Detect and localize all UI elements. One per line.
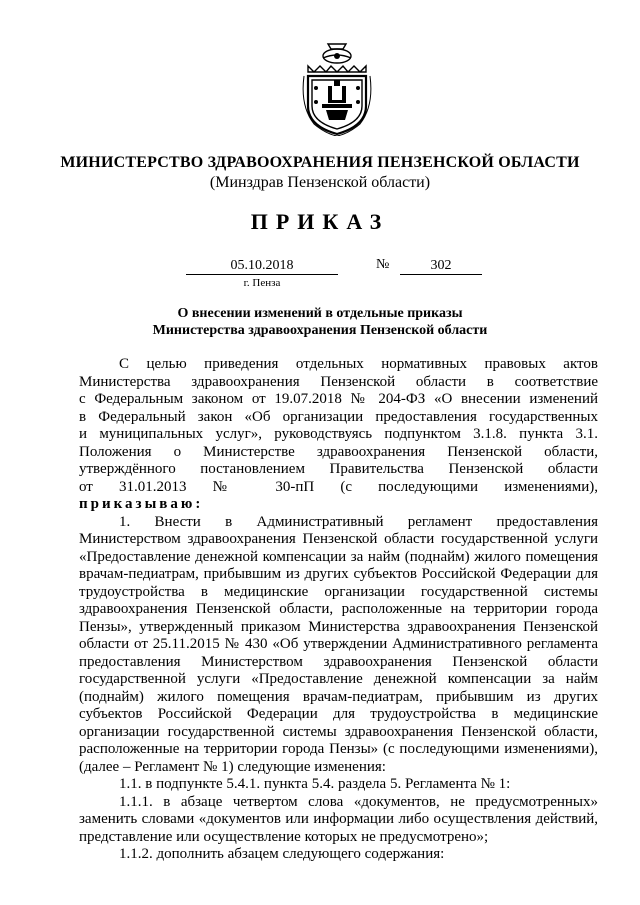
subject-line: Министерства здравоохранения Пензенской области — [152, 323, 488, 338]
text-line: (далее – Регламент № 1) следующие изменения: — [79, 758, 386, 775]
text-line: организации государственной системы здравоохранения Пензенской области, — [79, 723, 598, 740]
coat-of-arms-emblem — [298, 40, 376, 136]
document-body — [79, 356, 598, 864]
ministry-short-name: (Минздрав Пензенской области) — [209, 174, 431, 191]
text-line: «Предоставление денежной компенсации за найм (поднайм) жилого помещения — [79, 548, 598, 565]
order-date: 05.10.2018 — [186, 258, 338, 275]
text-line: Министерства здравоохранения Пензенской области в соответствие — [79, 373, 598, 390]
city-label: г. Пенза — [243, 277, 281, 289]
order-number: 302 — [400, 258, 482, 275]
text-line-order-word: приказываю: — [79, 496, 204, 512]
text-line: и муниципальных услуг», руководствуясь подпунктом 3.1.8. пункта 3.1. — [79, 426, 598, 442]
text-line: субъектов Российской Федерации для трудоустройства в медицинские — [79, 706, 598, 722]
text-line: 1.1.2. дополнить абзацем следующего содержания: — [119, 846, 445, 862]
text-line: с Федеральным законом от 19.07.2018 № 204-ФЗ «О внесении изменений — [79, 391, 598, 407]
text-line: представление или осуществление которых не предусмотрено»; — [79, 828, 489, 845]
document-subject — [0, 305, 640, 339]
text-line: Министерством здравоохранения Пензенской области государственной услуги — [79, 531, 598, 547]
text-line: утверждённого постановлением Правительства Пензенской области — [79, 461, 598, 477]
text-line: от 31.01.2013 № 30-пП (с последующими изменениями), — [79, 478, 598, 495]
ministry-name: МИНИСТЕРСТВО ЗДРАВООХРАНЕНИЯ ПЕНЗЕНСКОЙ ОБЛАСТИ — [60, 154, 580, 171]
text-line: государственной услуги «Предоставление денежной компенсации за найм — [79, 671, 598, 687]
text-line: предоставления Министерством здравоохранения Пензенской области — [79, 653, 598, 670]
text-line: С целью приведения отдельных нормативных правовых актов — [119, 356, 598, 372]
text-line: трудоустройства в медицинские организации государственной системы — [79, 583, 598, 600]
text-line: врачам-педиатрам, прибывшим из других субъектов Российской Федерации для — [79, 566, 598, 582]
text-line: Положения о Министерстве здравоохранения Пензенской области, — [79, 443, 598, 460]
text-line: 1. Внести в Административный регламент предоставления — [119, 513, 598, 530]
text-line: 1.1.1. в абзаце четвертом слова «документов, не предусмотренных» — [119, 793, 598, 810]
document-type-title: ПРИКАЗ — [250, 209, 390, 234]
text-line: здравоохранения Пензенской области, расположенные на территории города — [79, 601, 598, 617]
text-line: расположенные на территории города Пензы» (с последующими изменениями), — [79, 741, 598, 757]
text-line: в Федеральный закон «Об организации предоставления государственных — [79, 408, 598, 425]
text-line: заменить словами «документов или информации либо осуществления действий, — [79, 811, 598, 827]
text-line: (поднайм) жилого помещения врачам-педиатрам, прибывшим из других — [79, 688, 598, 705]
number-sign: № — [376, 257, 390, 272]
text-line: Пензы», утвержденный приказом Министерства здравоохранения Пензенской — [79, 618, 598, 635]
text-line: 1.1. в подпункте 5.4.1. пункта 5.4. раздела 5. Регламента № 1: — [119, 776, 511, 792]
text-line: области от 25.11.2015 № 430 «Об утверждении Административного регламента — [79, 636, 598, 652]
subject-line: О внесении изменений в отдельные приказы — [177, 306, 463, 321]
